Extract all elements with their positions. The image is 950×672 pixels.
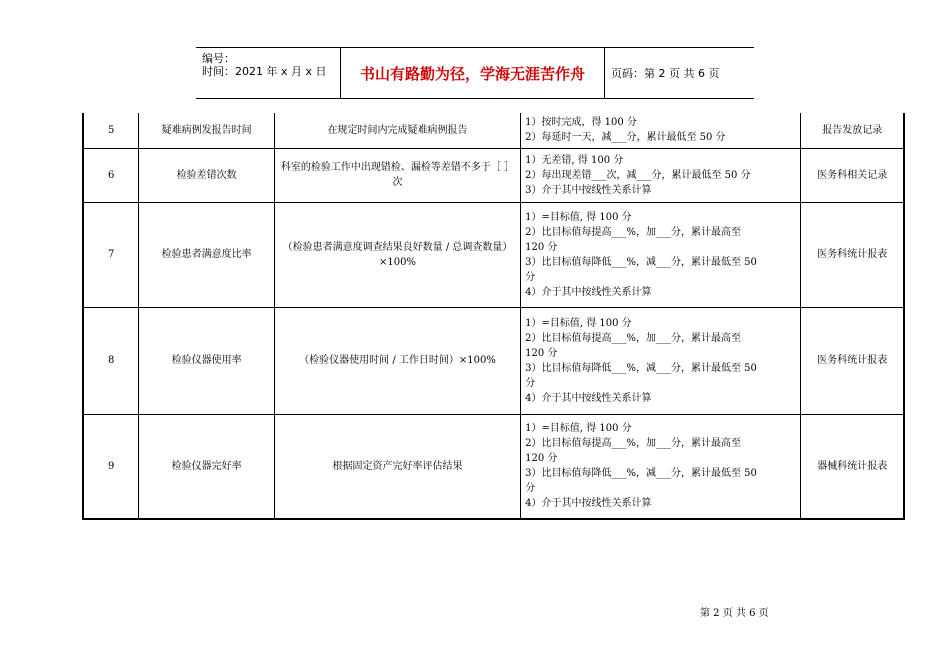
row-source: 医务科统计报表 <box>801 202 904 307</box>
scoring-line: 2）每延时一天，减___分，累计最低至 50 分 <box>525 132 726 144</box>
scoring-line: 1）=目标值, 得 100 分 <box>525 317 632 329</box>
row-source: 器械科统计报表 <box>801 414 904 519</box>
row-scoring <box>521 202 801 307</box>
row-item: 检验仪器使用率 <box>139 307 275 414</box>
scoring-line: 4）介于其中按线性关系计算 <box>525 392 652 404</box>
table-row <box>83 307 904 414</box>
row-standard: （检验仪器使用时间 / 工作日时间）×100% <box>274 307 520 414</box>
scoring-line: 分 <box>525 271 536 283</box>
row-scoring <box>521 148 801 202</box>
table-row <box>83 414 904 519</box>
scoring-line: 120 分 <box>525 241 558 253</box>
row-item: 疑难病例发报告时间 <box>139 113 275 148</box>
row-number: 7 <box>83 202 139 307</box>
scoring-line: 3）比目标值每降低___%，减___分，累计最低至 50 <box>525 362 757 374</box>
scoring-line: 120 分 <box>525 347 558 359</box>
row-source: 医务科统计报表 <box>801 307 904 414</box>
table-row <box>83 202 904 307</box>
header-motto: 书山有路勤为径，学海无涯苦作舟 <box>341 48 605 98</box>
evaluation-table <box>82 113 905 520</box>
time-label: 时间：2021 年 x 月 x 日 <box>202 65 327 78</box>
row-scoring <box>521 307 801 414</box>
row-source: 医务科相关记录 <box>801 148 904 202</box>
header-page-code: 页码：第 2 页 共 6 页 <box>611 67 720 80</box>
scoring-line: 3）比目标值每降低___%，减___分，累计最低至 50 <box>525 468 757 480</box>
scoring-line: 4）介于其中按线性关系计算 <box>525 286 652 298</box>
scoring-line: 1）=目标值, 得 100 分 <box>525 423 632 435</box>
scoring-line: 4）介于其中按线性关系计算 <box>525 498 652 510</box>
scoring-line: 分 <box>525 377 536 389</box>
row-number: 5 <box>83 113 139 148</box>
header-meta <box>196 48 341 98</box>
row-standard: 根据固定资产完好率评估结果 <box>274 414 520 519</box>
scoring-line: 分 <box>525 483 536 495</box>
page-header <box>196 47 754 99</box>
scoring-line: 1）=目标值, 得 100 分 <box>525 211 632 223</box>
scoring-line: 120 分 <box>525 453 558 465</box>
scoring-line: 2）每出现差错___次，减___分，累计最低至 50 分 <box>525 169 751 181</box>
row-scoring <box>521 113 801 148</box>
table-row <box>83 113 904 148</box>
row-number: 8 <box>83 307 139 414</box>
row-source: 报告发放记录 <box>801 113 904 148</box>
page-footer: 第 2 页 共 6 页 <box>700 608 769 619</box>
scoring-line: 2）比目标值每提高___%，加___分，累计最高至 <box>525 438 741 450</box>
row-item: 检验仪器完好率 <box>139 414 275 519</box>
row-item: 检验差错次数 <box>139 148 275 202</box>
row-standard: （检验患者满意度调查结果良好数量 / 总调查数量）×100% <box>274 202 520 307</box>
table-row <box>83 148 904 202</box>
row-scoring <box>521 414 801 519</box>
scoring-line: 1）按时完成，得 100 分 <box>525 117 637 129</box>
row-number: 9 <box>83 414 139 519</box>
scoring-line: 3）介于其中按线性关系计算 <box>525 184 652 196</box>
scoring-line: 2）比目标值每提高___%，加___分，累计最高至 <box>525 332 741 344</box>
row-standard: 在规定时间内完成疑难病例报告 <box>274 113 520 148</box>
scoring-line: 2）比目标值每提高___%，加___分，累计最高至 <box>525 226 741 238</box>
scoring-line: 1）无差错, 得 100 分 <box>525 154 624 166</box>
number-label: 编号： <box>202 52 235 65</box>
row-standard: 科室的检验工作中出现错检、漏检等差错不多于［ ］次 <box>274 148 520 202</box>
scoring-line: 3）比目标值每降低___%，减___分，累计最低至 50 <box>525 256 757 268</box>
row-item: 检验患者满意度比率 <box>139 202 275 307</box>
row-number: 6 <box>83 148 139 202</box>
